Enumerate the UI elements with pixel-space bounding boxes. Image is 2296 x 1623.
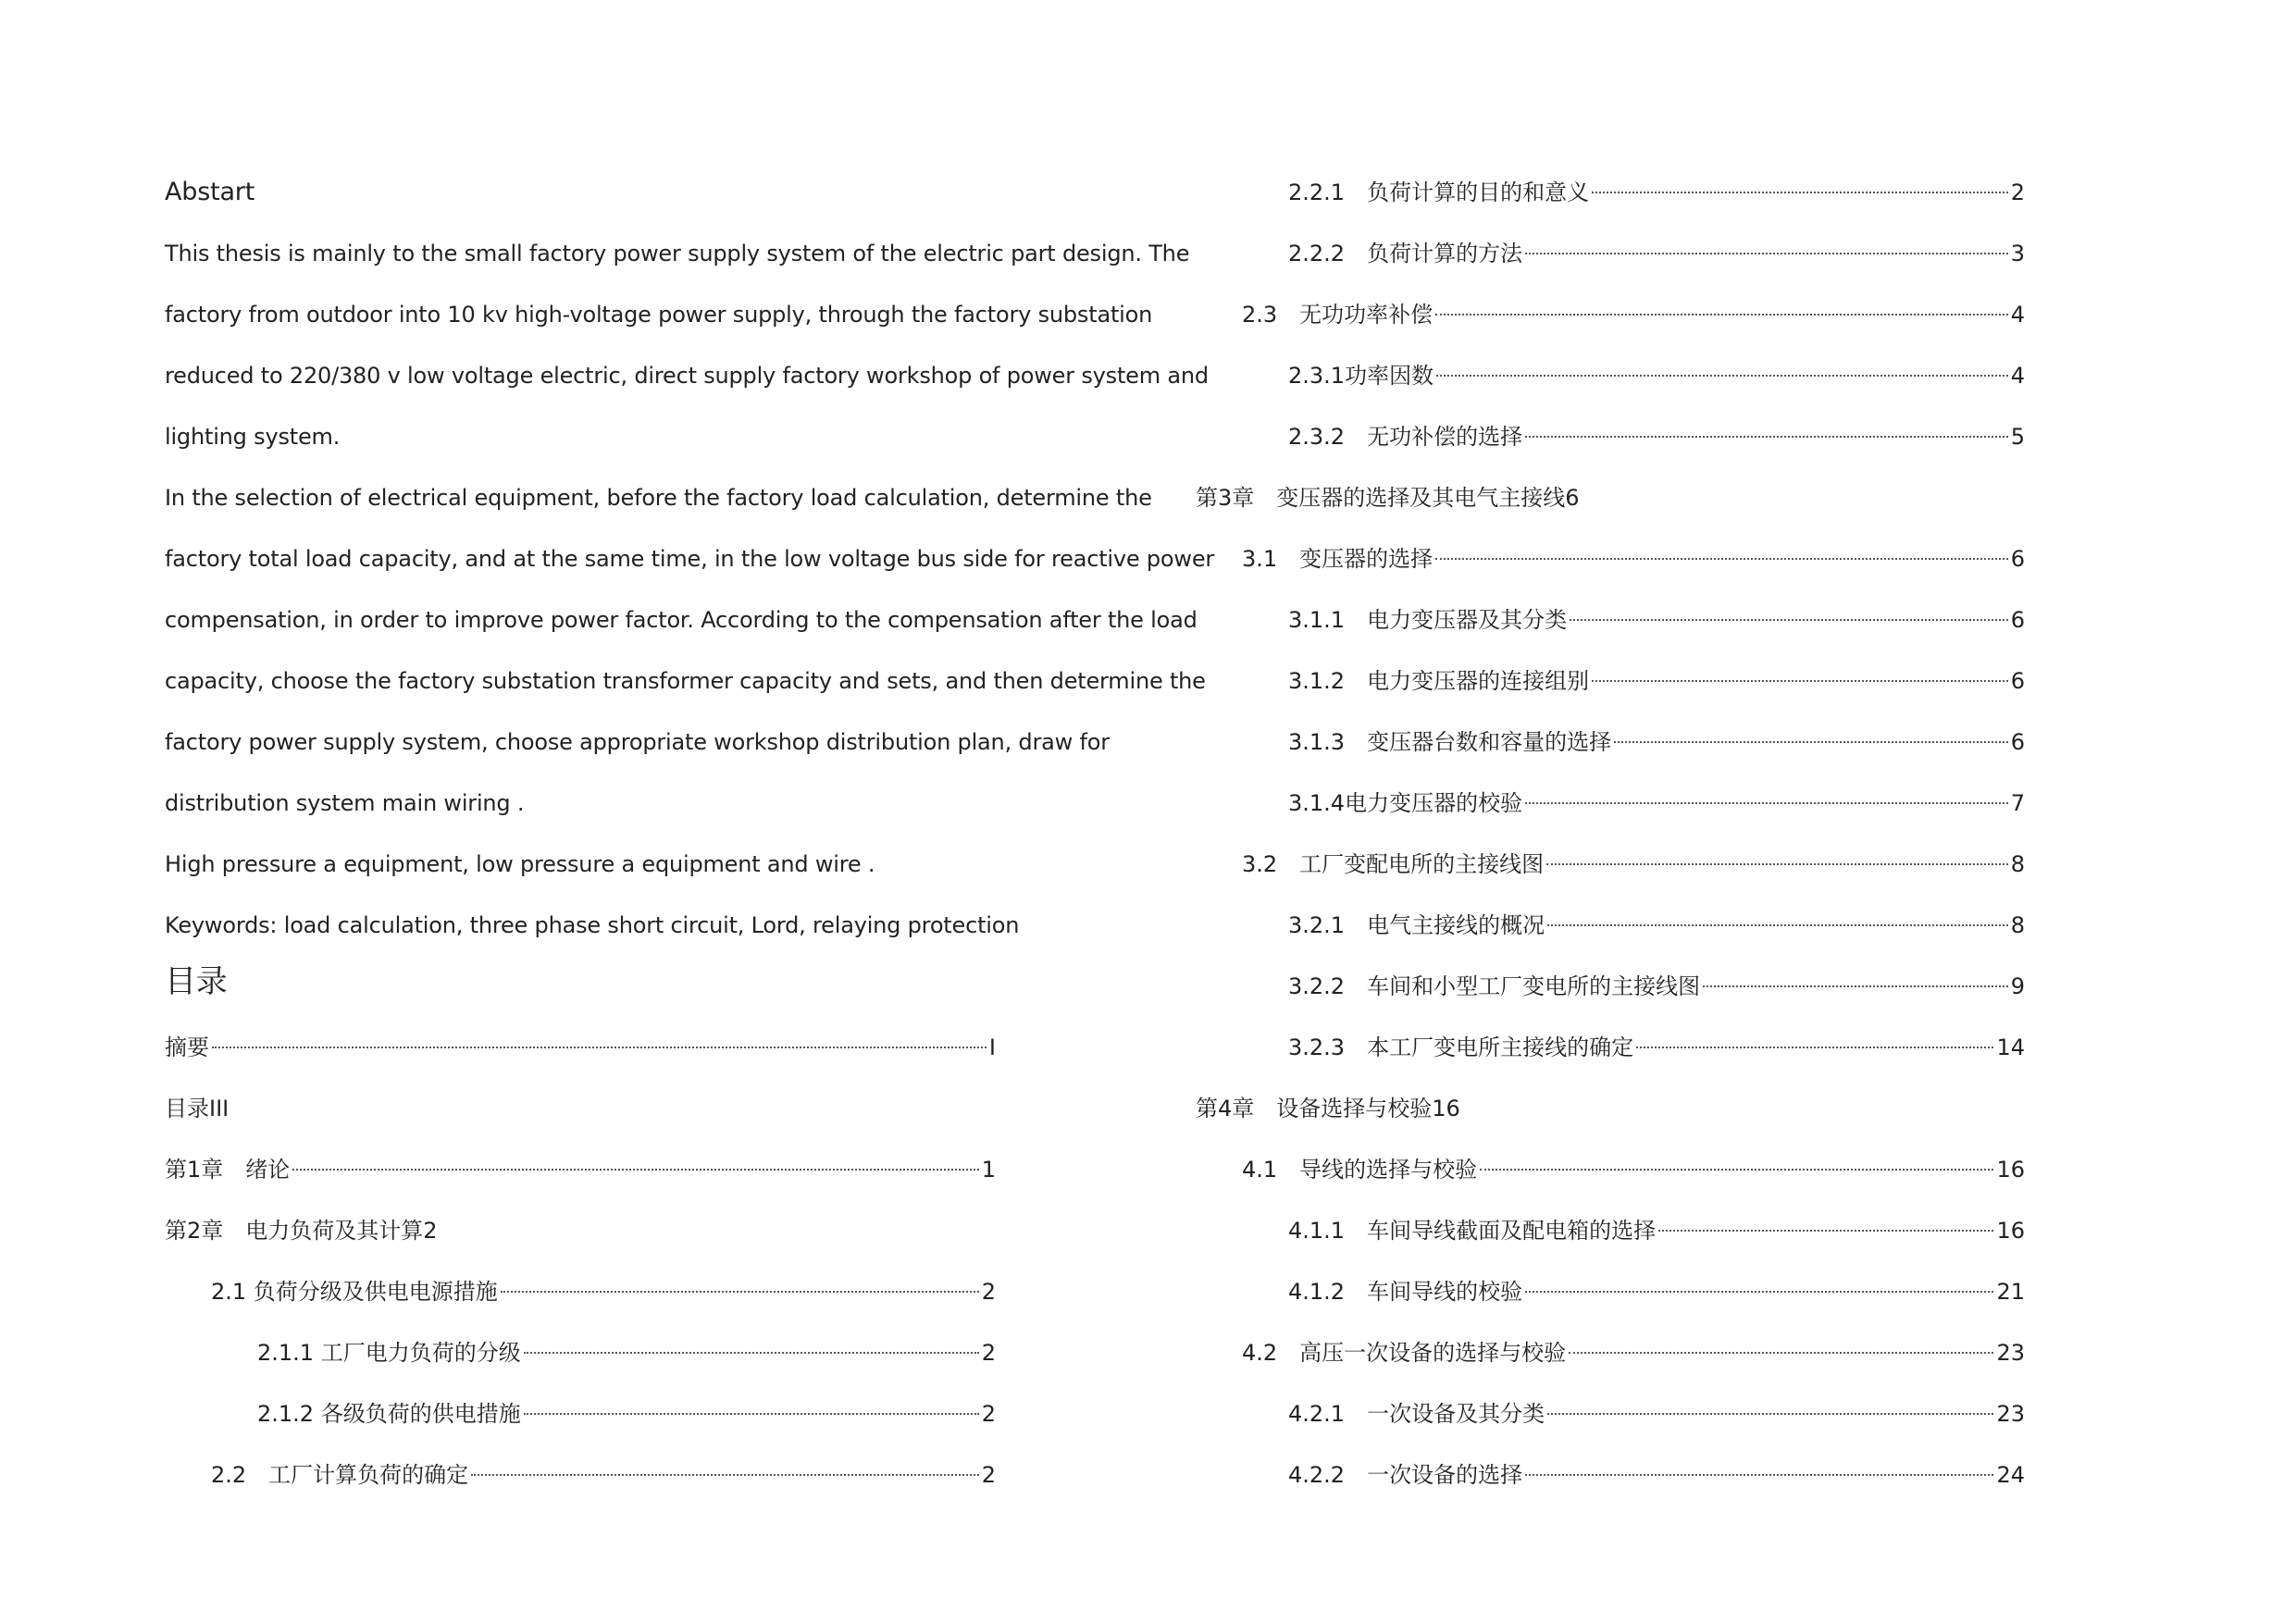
toc-leader xyxy=(212,1047,987,1048)
toc-entry[interactable] xyxy=(1288,1461,2025,1489)
abstract-line: factory from outdoor into 10 kv high-voltage power supply, through the factory substation xyxy=(165,302,1153,328)
toc-leader xyxy=(1703,985,2008,987)
toc-entry[interactable] xyxy=(165,1156,996,1183)
toc-entry-label: 4.2.2 一次设备的选择 xyxy=(1288,1462,1523,1488)
toc-entry-page: 2 xyxy=(981,1462,996,1488)
toc-entry-page: 23 xyxy=(1996,1401,2025,1427)
toc-entry-page: 4 xyxy=(2010,302,2025,328)
toc-leader xyxy=(524,1413,979,1415)
toc-entry-label: 3.2 工厂变配电所的主接线图 xyxy=(1242,851,1545,877)
toc-leader xyxy=(524,1352,979,1354)
toc-leader xyxy=(292,1169,978,1171)
toc-entry-label: 3.1.2 电力变压器的连接组别 xyxy=(1288,668,1590,694)
abstract-line: reduced to 220/380 v low voltage electric, direct supply factory workshop of power system and xyxy=(165,363,1209,389)
toc-entry-page: 4 xyxy=(2010,363,2025,389)
toc-leader xyxy=(1436,375,2008,377)
toc-entry[interactable] xyxy=(1242,850,2025,878)
toc-leader xyxy=(1435,558,2008,560)
toc-entry[interactable] xyxy=(1288,1034,2025,1061)
toc-entry-label: 第4章 设备选择与校验16 xyxy=(1196,1096,1460,1121)
toc-leader xyxy=(1435,314,2008,316)
toc-entry-page: 14 xyxy=(1996,1035,2025,1060)
toc-entry-label: 3.1.3 变压器台数和容量的选择 xyxy=(1288,729,1612,755)
abstract-line: compensation, in order to improve power factor. According to the compensation after the load xyxy=(165,607,1198,633)
toc-leader xyxy=(1525,802,2008,804)
abstract-line: factory power supply system, choose appropriate workshop distribution plan, draw for xyxy=(165,729,1110,755)
toc-entry-page: 6 xyxy=(2010,546,2025,572)
toc-entry[interactable] xyxy=(165,1217,438,1245)
toc-entry[interactable] xyxy=(1288,606,2025,634)
toc-entry-label: 2.2.2 负荷计算的方法 xyxy=(1288,241,1523,266)
toc-entry-page: 2 xyxy=(981,1401,996,1427)
toc-leader xyxy=(501,1291,979,1293)
toc-entry[interactable] xyxy=(257,1339,996,1367)
toc-entry-page: 5 xyxy=(2010,424,2025,450)
toc-entry-page: 2 xyxy=(981,1340,996,1366)
abstract-line: factory total load capacity, and at the same time, in the low voltage bus side for reactive power xyxy=(165,546,1215,572)
toc-leader xyxy=(1480,1169,1993,1171)
toc-entry-page: 8 xyxy=(2010,912,2025,938)
toc-entry-label: 2.2.1 负荷计算的目的和意义 xyxy=(1288,180,1590,205)
toc-entry[interactable] xyxy=(1288,789,2025,817)
toc-entry[interactable] xyxy=(1288,362,2025,390)
toc-leader xyxy=(1592,680,2008,682)
toc-entry-label: 2.1.1 工厂电力负荷的分级 xyxy=(257,1340,521,1366)
toc-leader xyxy=(1525,1291,1993,1293)
toc-title: 目录 xyxy=(165,963,228,1000)
abstract-heading: Abstart xyxy=(165,178,255,206)
toc-entry-page: 21 xyxy=(1996,1279,2025,1305)
abstract-line: High pressure a equipment, low pressure a equipment and wire . xyxy=(165,851,875,877)
toc-entry-page: 2 xyxy=(2010,180,2025,205)
abstract-line: capacity, choose the factory substation transformer capacity and sets, and then determine the xyxy=(165,668,1206,694)
abstract-line: In the selection of electrical equipment, before the factory load calculation, determine the xyxy=(165,485,1152,511)
toc-entry-page: 8 xyxy=(2010,851,2025,877)
toc-leader xyxy=(1546,863,2008,865)
toc-leader xyxy=(471,1474,979,1476)
toc-entry[interactable] xyxy=(1288,1217,2025,1245)
toc-entry[interactable] xyxy=(165,1034,996,1061)
toc-entry-label: 3.1.1 电力变压器及其分类 xyxy=(1288,607,1568,633)
toc-entry[interactable] xyxy=(1288,423,2025,451)
toc-entry-label: 3.2.3 本工厂变电所主接线的确定 xyxy=(1288,1035,1634,1060)
toc-leader xyxy=(1592,192,2008,193)
toc-entry-label: 2.2 工厂计算负荷的确定 xyxy=(211,1462,469,1488)
toc-entry-label: 2.1 负荷分级及供电电源措施 xyxy=(211,1279,498,1305)
toc-leader xyxy=(1658,1230,1993,1232)
toc-entry-label: 3.1 变压器的选择 xyxy=(1242,546,1433,572)
toc-entry-page: 6 xyxy=(2010,607,2025,633)
toc-leader xyxy=(1525,253,2008,254)
toc-entry-page: 6 xyxy=(2010,668,2025,694)
toc-entry[interactable] xyxy=(1288,240,2025,267)
toc-entry[interactable] xyxy=(1196,1095,1460,1122)
toc-entry[interactable] xyxy=(1242,301,2025,328)
abstract-line: This thesis is mainly to the small factory power supply system of the electric part design. The xyxy=(165,241,1190,266)
toc-entry[interactable] xyxy=(1288,728,2025,756)
toc-entry-label: 3.2.1 电气主接线的概况 xyxy=(1288,912,1545,938)
toc-entry-label: 4.2.1 一次设备及其分类 xyxy=(1288,1401,1545,1427)
toc-entry-label: 2.3 无功功率补偿 xyxy=(1242,302,1433,328)
toc-entry-page: 9 xyxy=(2010,973,2025,999)
toc-leader xyxy=(1636,1047,1993,1048)
toc-entry-page: 7 xyxy=(2010,790,2025,816)
toc-entry-label: 第1章 绪论 xyxy=(165,1157,291,1183)
toc-leader xyxy=(1569,1352,1993,1354)
toc-entry[interactable] xyxy=(211,1278,996,1306)
toc-entry-label: 3.2.2 车间和小型工厂变电所的主接线图 xyxy=(1288,973,1701,999)
toc-leader xyxy=(1525,436,2008,438)
toc-entry-page: 16 xyxy=(1996,1218,2025,1244)
toc-entry-label: 第2章 电力负荷及其计算2 xyxy=(165,1218,438,1244)
toc-entry-label: 2.3.1功率因数 xyxy=(1288,363,1434,389)
toc-entry[interactable] xyxy=(1196,484,1580,512)
toc-entry[interactable] xyxy=(1288,667,2025,695)
toc-entry[interactable] xyxy=(1242,1339,2025,1367)
toc-entry-label: 4.1 导线的选择与校验 xyxy=(1242,1157,1478,1183)
toc-entry-page: 24 xyxy=(1996,1462,2025,1488)
toc-entry-label: 3.1.4电力变压器的校验 xyxy=(1288,790,1523,816)
toc-entry-label: 第3章 变压器的选择及其电气主接线6 xyxy=(1196,485,1580,511)
toc-entry[interactable] xyxy=(1242,545,2025,573)
toc-entry[interactable] xyxy=(1288,1278,2025,1306)
toc-entry[interactable] xyxy=(1288,179,2025,206)
toc-leader xyxy=(1614,741,2008,743)
toc-entry[interactable] xyxy=(165,1095,229,1122)
toc-leader xyxy=(1547,1413,1993,1415)
abstract-line: lighting system. xyxy=(165,424,341,450)
toc-entry[interactable] xyxy=(1288,973,2025,1000)
toc-entry-page: I xyxy=(988,1035,996,1060)
toc-entry-label: 2.1.2 各级负荷的供电措施 xyxy=(257,1401,521,1427)
toc-entry-label: 4.2 高压一次设备的选择与校验 xyxy=(1242,1340,1567,1366)
toc-entry[interactable] xyxy=(257,1400,996,1428)
toc-entry-label: 4.1.2 车间导线的校验 xyxy=(1288,1279,1523,1305)
keywords-line: Keywords: load calculation, three phase short circuit, Lord, relaying protection xyxy=(165,912,1020,938)
toc-entry-page: 3 xyxy=(2010,241,2025,266)
toc-entry[interactable] xyxy=(1242,1156,2025,1183)
toc-entry-page: 6 xyxy=(2010,729,2025,755)
toc-entry-page: 23 xyxy=(1996,1340,2025,1366)
toc-entry[interactable] xyxy=(1288,911,2025,939)
toc-entry[interactable] xyxy=(211,1461,996,1489)
toc-leader xyxy=(1570,619,2008,621)
toc-leader xyxy=(1547,924,2008,926)
toc-entry-page: 1 xyxy=(981,1157,996,1183)
toc-entry-page: 16 xyxy=(1996,1157,2025,1183)
toc-entry-label: 2.3.2 无功补偿的选择 xyxy=(1288,424,1523,450)
toc-entry-label: 摘要 xyxy=(165,1035,209,1060)
abstract-line: distribution system main wiring . xyxy=(165,790,525,816)
toc-entry[interactable] xyxy=(1288,1400,2025,1428)
toc-entry-label: 目录III xyxy=(165,1096,230,1121)
toc-entry-page: 2 xyxy=(981,1279,996,1305)
toc-entry-label: 4.1.1 车间导线截面及配电箱的选择 xyxy=(1288,1218,1657,1244)
toc-leader xyxy=(1525,1474,1993,1476)
